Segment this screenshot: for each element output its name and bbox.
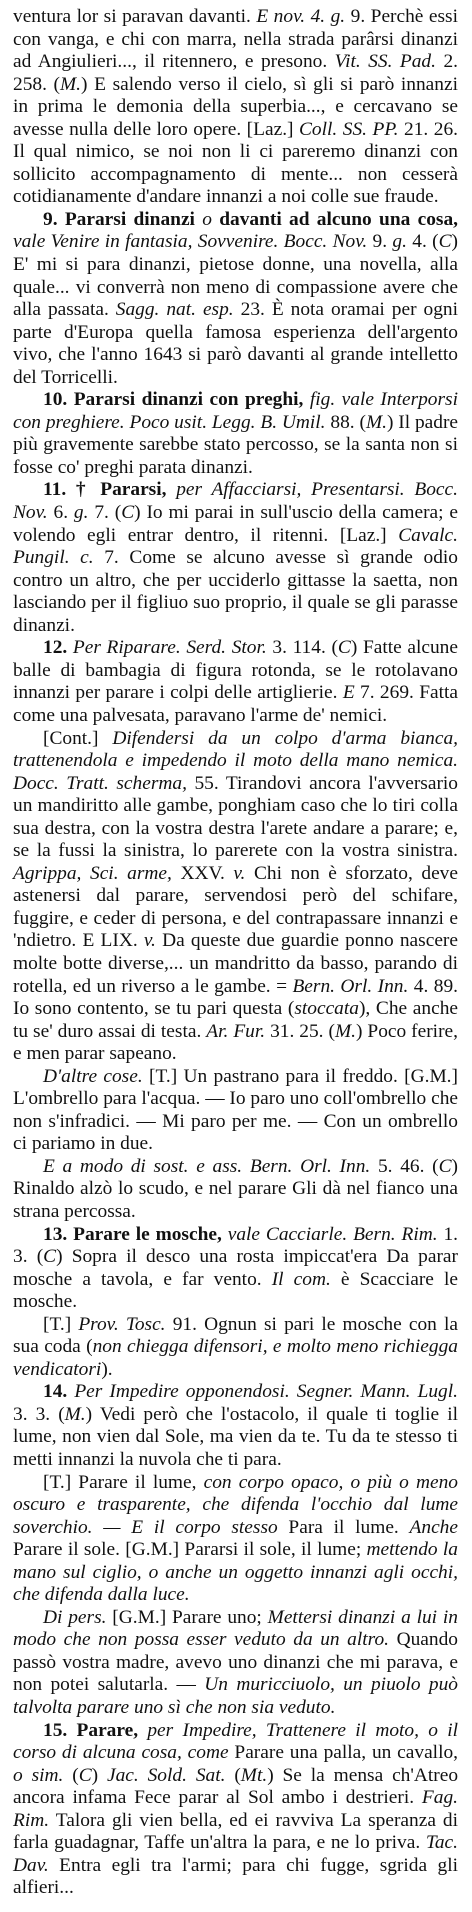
entry-paragraph (13, 1607, 458, 1720)
entry-paragraph (13, 479, 458, 637)
italic-text: Agrippa, Sci. arme, (13, 862, 172, 884)
entry-heading: 14. (43, 1381, 68, 1403)
italic-text: g. (73, 502, 89, 524)
italic-text: v. (143, 930, 156, 952)
italic-text: non chiegga difensori, e molto meno richiegga vendicatori (13, 1336, 458, 1380)
body-text: ) Fatte alcune balle di bambagia di figura rotonda, se le rotolavano innanzi per parare i colpi delle artiglierie. (13, 637, 458, 704)
italic-text: Il com. (271, 1268, 331, 1290)
body-text: ( (63, 1764, 79, 1786)
body-text: ). (101, 1358, 113, 1380)
entry-paragraph (13, 6, 458, 209)
body-text: 1. 3. ( (13, 1223, 459, 1268)
italic-text: Un muricciuolo, un piuolo può talvolta parare uno sì che non sia veduto. (13, 1674, 458, 1719)
entry-heading: 9. Pararsi dinanzi (43, 208, 203, 230)
body-text: 6. (47, 502, 74, 524)
body-text: ( (225, 1764, 241, 1786)
italic-text: C (438, 1155, 452, 1177)
body-text: 23. È nota oramai per ogni parte d'Europa quella famosa esperienza dell'argento vivo, che l'anno 1643 si parò davanti al grande intelletto del Torricelli. (13, 299, 458, 388)
italic-text: Fag. Rim. (13, 1787, 458, 1831)
italic-text: C (78, 1764, 92, 1786)
body-text: ) Vedi però che l'ostacolo, il quale ti toglie il lume, non vien dal Sole, ma vien da te. Tu da te stesso ti metti innanzi la nuvola che ti para. (13, 1403, 458, 1470)
body-text: 2. 258. ( (13, 51, 459, 95)
body-text: Parare il sole. [G.M.] Pararsi il sole, il lume; (13, 1539, 367, 1561)
body-text: XXV. (171, 862, 234, 884)
italic-text: stoccata (294, 998, 359, 1020)
body-text: Para il lume. (277, 1516, 410, 1538)
body-text: [G.M.] Parare uno; (106, 1606, 268, 1628)
italic-text: Anche (409, 1516, 458, 1538)
body-text: ) Il padre più gravemente sarebbe stato percosso, se la santa non si fosse co' preghi parata dinanzi. (13, 411, 459, 478)
body-text: Entra egli tra l'armi; para chi fugge, sgrida gli alfieri... (13, 1854, 458, 1899)
entry-paragraph (13, 1156, 458, 1224)
italic-text: vale Venire in fantasia, Sovvenire. Bocc. Nov. (13, 231, 368, 253)
body-text: è Scacciare le mosche. (13, 1268, 458, 1313)
italic-text: g. (392, 231, 407, 253)
body-text: 88. ( (325, 411, 366, 433)
body-text: 7. 269. Fatta come una palvesata, paravano l'arme de' nemici. (13, 682, 458, 726)
italic-text: Mt. (240, 1764, 268, 1786)
entry-paragraph (13, 1066, 458, 1156)
italic-text: o sim. (13, 1764, 64, 1786)
italic-text: M. (64, 1403, 86, 1425)
italic-text: E nov. 4. g. (256, 6, 346, 27)
body-text: 9. Perchè essi con vanga, e chi con marra, nella strada parârsi dinanzi ad Angiulieri..., il ritennero, e presono. (13, 6, 458, 73)
italic-text: Di pers. (43, 1606, 107, 1628)
entry-paragraph (13, 637, 458, 727)
entry-paragraph (13, 1314, 458, 1382)
entry-paragraph (13, 1224, 458, 1314)
italic-text: E a modo di sost. e ass. Bern. Orl. Inn. (43, 1155, 371, 1177)
entry-paragraph (13, 728, 458, 1066)
italic-text: o (202, 208, 212, 230)
body-text: ) Sopra il desco una rosta impiccat'era Da parar mosche a tavola, e far vento. (13, 1246, 458, 1290)
italic-text: fig. vale Interporsi con preghiere. Poco usit. Legg. B. Umil. (13, 389, 458, 433)
italic-text: Bern. Orl. Inn. (292, 975, 409, 997)
italic-text: E (342, 682, 355, 704)
italic-text: Coll. SS. PP. (299, 118, 399, 140)
italic-text: Tac. Dav. (13, 1832, 458, 1876)
entry-paragraph (13, 1720, 458, 1900)
entry-heading: 10. Pararsi dinanzi con preghi, (43, 389, 304, 411)
entry-paragraph (13, 209, 458, 389)
italic-text: Per Riparare. Serd. Stor. (67, 637, 267, 659)
body-text: ) Io mi parai in sull'uscio della camera; e volendo egli entrar dentro, il ritenni. [Laz.] (13, 502, 458, 546)
body-text: ), Che anche tu se' duro assai di testa. (13, 998, 458, 1042)
body-text: ) Poco ferire, e men parar sapeano. (13, 1020, 458, 1065)
italic-text: C (121, 502, 135, 524)
body-text: ) E salendo verso il cielo, sì gli si parò innanzi in prima le demonia della superbia..., e cercavano se avesse nulla delle loro opere. [Laz.] (13, 73, 458, 140)
italic-text: M. (334, 1020, 356, 1042)
italic-text: Per Impedire opponendosi. Segner. Mann. Lugl. (67, 1381, 458, 1403)
italic-text: v. (233, 862, 246, 884)
entry-heading: 11. † Pararsi, (43, 479, 167, 501)
italic-text: C (43, 1246, 57, 1268)
italic-text: Vit. SS. Pad. (334, 51, 436, 73)
italic-text: M. (365, 411, 387, 433)
entry-paragraph (13, 389, 458, 479)
body-text: 91. Ognun si pari le mosche con la sua coda ( (13, 1313, 458, 1358)
entry-heading: davanti ad alcuno una cosa, (211, 208, 458, 230)
body-text: 4. ( (406, 231, 439, 253)
entry-heading: 15. Parare, (43, 1719, 139, 1741)
entry-paragraph (13, 1381, 458, 1471)
body-text: 5. 46. ( (370, 1155, 439, 1177)
body-text: 3. 114. ( (266, 637, 338, 659)
italic-text: Mettersi dinanzi a lui in modo che non possa esser veduto da un altro. (13, 1606, 458, 1651)
body-text: [T.] Un pastrano para il freddo. [G.M.] L'ombrello para l'acqua. — Io paro uno coll'ombrello che non s'infradici. — Mi paro per me. — Con un ombrello ci pariamo in due. (13, 1065, 458, 1155)
body-text: 3. 3. ( (13, 1403, 65, 1425)
body-text: [T.] Parare il lume, (43, 1471, 204, 1493)
entry-heading: 13. Parare le mosche, (43, 1223, 222, 1245)
italic-text: Sagg. nat. esp. (115, 299, 234, 321)
body-text: 7. Come se alcuno avesse sì grande odio contro un altro, che per ucciderlo gittasse la saetta, non lasciando per il figliuo suo proprio, il quale se gli parasse dinanzi. (13, 547, 458, 636)
italic-text: per Impedire, Trattenere il moto, o il corso di alcuna cosa, come (13, 1719, 458, 1764)
body-text: [T.] (43, 1313, 79, 1335)
italic-text: Difendersi da un colpo d'arma bianca, trattenendola e impedendo il moto della mano nemica. Docc. Tratt. scherma, (13, 727, 458, 794)
entry-heading: 12. (43, 637, 68, 659)
italic-text: con corpo opaco, o più o meno oscuro e trasparente, che difenda l'occhio dal lume soverchio. — E il corpo stesso (13, 1471, 458, 1538)
body-text: 31. 25. ( (265, 1020, 335, 1042)
entry-paragraph (13, 1472, 458, 1607)
body-text: [Cont.] (43, 727, 113, 749)
italic-text: Prov. Tosc. (78, 1313, 166, 1335)
italic-text: C (438, 231, 452, 253)
italic-text: mettendo la mano sul ciglio, o anche un oggetto innanzi agli occhi, che difenda dalla luce. (13, 1539, 458, 1606)
body-text: 9. (367, 231, 393, 253)
italic-text: vale Cacciarle. Bern. Rim. (221, 1223, 438, 1245)
body-text: ) Rinaldo alzò lo scudo, e nel parare Gli dà nel fianco una strana percossa. (13, 1155, 458, 1222)
body-text: ventura lor si paravan davanti. (13, 6, 257, 27)
body-text: 7. ( (88, 502, 122, 524)
body-text: Da queste due guardie ponno nascere molte botte diverse,... un mandritto da basso, parando di rotella, ed un riverso a le gambe. = (13, 930, 458, 997)
body-text: Quando passò vostra madre, avevo uno dinanzi che mi parava, e non potei salutarla. — (13, 1629, 458, 1696)
italic-text: M. (60, 73, 82, 95)
body-text: ) E' mi si para dinanzi, pietose donne, una novella, alla quale... vi converrà non meno di compassione avere che alla passata. (13, 231, 458, 321)
italic-text: Jac. Sold. Sat. (106, 1764, 226, 1786)
body-text: Talora gli vien bella, ed ei ravviva La speranza di farla guadagnar, Taffe un'altra la para, e ne lo priva. (13, 1809, 458, 1854)
body-text: Parare una palla, un cavallo, (228, 1742, 458, 1764)
body-text: ) (91, 1764, 107, 1786)
body-text: 55. Tirandovi ancora l'avversario un mandiritto alle gambe, ponghiam caso che lo tiri colla sua destra, con la vostra destra l'arete andare a parare; e, se la fussi la sinistra, lo parerete con la vostra sinistra. (13, 772, 458, 862)
italic-text: Ar. Fur. (206, 1020, 266, 1042)
body-text: 21. 26. Il qual nimico, se noi non li ci pareremo dinanzi con sollicito accompagnamento di mente... non cesserà cotidianamente d'andare innanzi a noi colle sue fraude. (13, 118, 458, 208)
italic-text: per Affacciarsi, Presentarsi. Bocc. Nov. (13, 479, 458, 524)
italic-text: C (337, 637, 351, 659)
body-text: 4. 89. Io sono contento, se tu pari questa ( (13, 975, 458, 1020)
body-text: Chi non è sforzato, deve astenersi dal parare, servendosi però del schifare, fuggire, e ceder di persona, e del contrapassare innanzi e 'ndietro. E LIX. (13, 862, 458, 952)
body-text: ) Se la mensa ch'Atreo ancora infama Fece parar al Sol ambo i destrieri. (13, 1764, 459, 1809)
italic-text: D'altre cose. (43, 1065, 143, 1087)
italic-text: Cavalc. Pungil. c. (13, 524, 458, 569)
